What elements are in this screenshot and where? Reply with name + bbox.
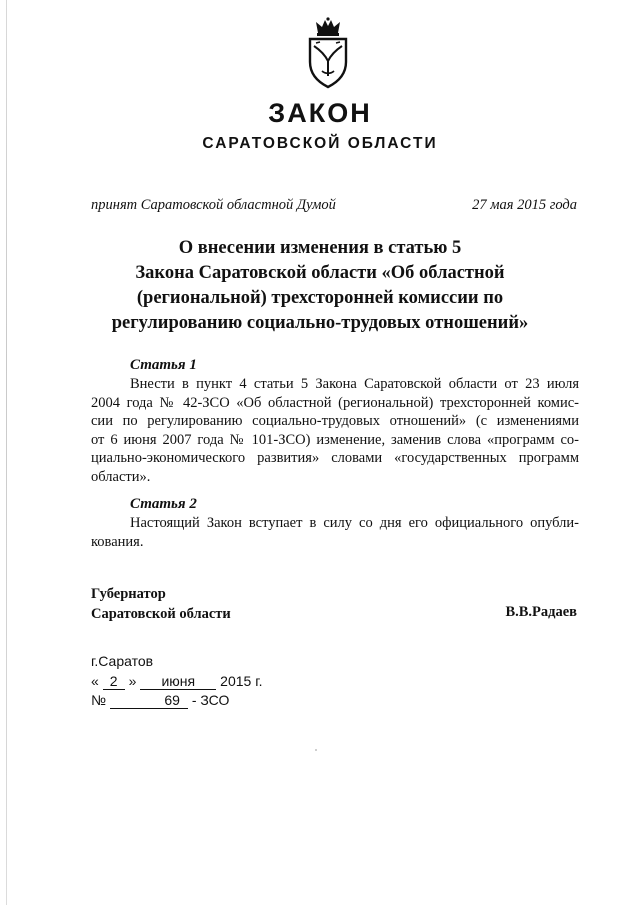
signatory-title-line: Саратовской области <box>91 606 231 622</box>
number-sign: № <box>91 692 107 708</box>
adoption-date: 27 мая 2015 года <box>472 197 577 213</box>
signatory-title <box>91 584 231 624</box>
article-line: от 6 июня 2007 года № 101-ЗСО) изменение, заменив слова «программ со- <box>91 431 579 448</box>
article-1-body <box>91 375 579 486</box>
law-heading-line: регулированию социально-трудовых отношений» <box>111 313 529 333</box>
article-2-title: Статья 2 <box>130 496 197 512</box>
adopted-by: принят Саратовской областной Думой <box>91 197 336 213</box>
article-line: Настоящий Закон вступает в силу со дня его официального опубли- <box>130 515 579 531</box>
law-number-suffix: - ЗСО <box>191 692 230 708</box>
signing-month: июня <box>140 674 216 690</box>
article-line: Внести в пункт 4 статьи 5 Закона Саратовской области от 23 июля <box>130 376 579 392</box>
law-heading-line: Закона Саратовской области «Об областной <box>135 263 505 283</box>
article-line: сии по регулированию социально-трудовых отношений» (с изменениями <box>91 413 579 429</box>
article-1-title: Статья 1 <box>130 357 197 373</box>
signing-place: г.Саратов <box>91 653 154 669</box>
coat-of-arms-icon <box>302 16 354 90</box>
article-line: циально-экономического развития» словами «государственных программ <box>91 450 579 466</box>
law-number-value: 69 <box>110 693 188 709</box>
signing-year: 2015 г. <box>220 673 263 689</box>
signatory-name: В.В.Радаев <box>505 604 577 620</box>
signatory-title-line: Губернатор <box>91 586 166 602</box>
scan-speck <box>315 749 317 751</box>
article-line: области». <box>91 468 151 485</box>
date-close-quote: » <box>128 673 137 689</box>
document-title: ЗАКОН <box>268 98 372 128</box>
signing-day: 2 <box>103 674 125 690</box>
document-subtitle: САРАТОВСКОЙ ОБЛАСТИ <box>202 135 438 152</box>
article-line: 2004 года № 42-ЗСО «Об областной (региональной) трехсторонней комис- <box>91 394 579 411</box>
article-line: кования. <box>91 533 144 550</box>
signing-date <box>91 673 262 690</box>
law-heading-line: (региональной) трехсторонней комиссии по <box>136 288 504 308</box>
law-heading-line: О внесении изменения в статью 5 <box>178 238 462 258</box>
law-heading <box>0 236 640 336</box>
law-number <box>91 692 229 709</box>
date-open-quote: « <box>91 673 99 689</box>
article-2-body <box>91 514 579 551</box>
